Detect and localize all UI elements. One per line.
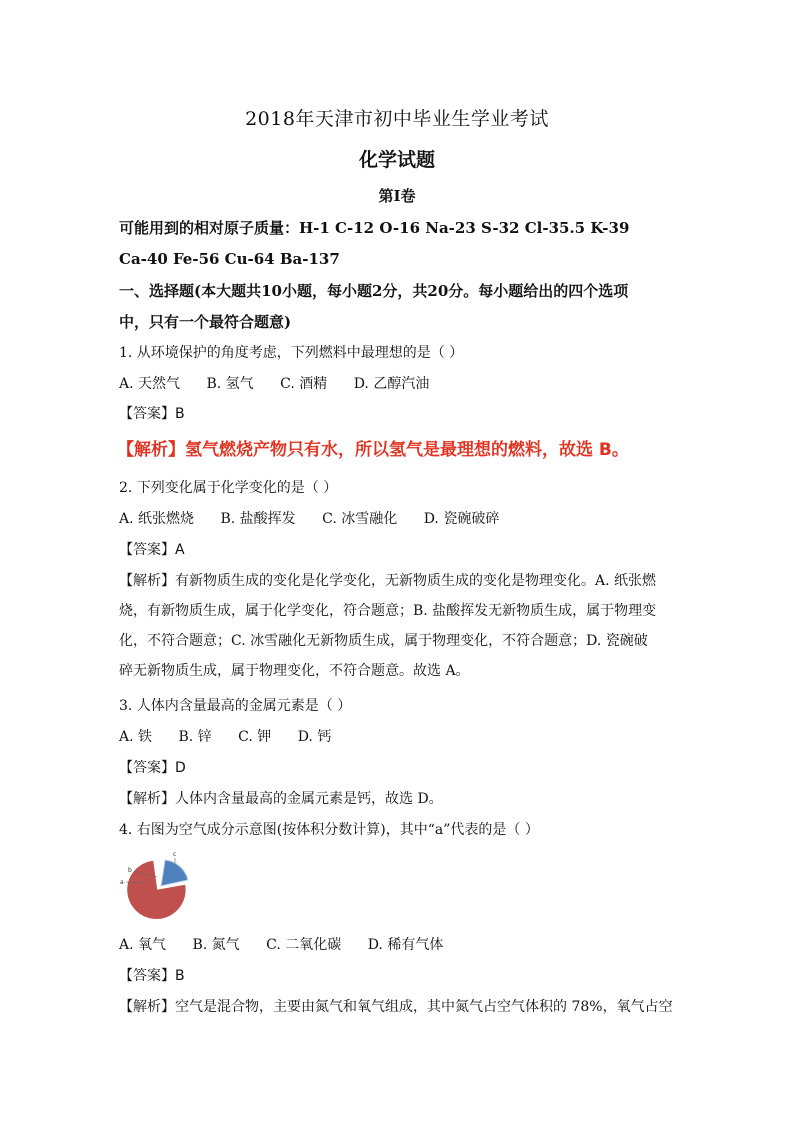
q3-option-b: B. 锌 — [178, 729, 212, 745]
q4-option-c: C. 二氧化碳 — [266, 937, 342, 953]
q2-option-c: C. 冰雪融化 — [322, 511, 398, 527]
q4-answer: 【答案】B — [119, 968, 185, 984]
q4-option-b: B. 氮气 — [192, 937, 240, 953]
q4-option-d: D. 稀有气体 — [367, 937, 444, 953]
q1-option-a: A. 天然气 — [119, 376, 181, 392]
q2-options — [119, 510, 521, 528]
q2-answer: 【答案】A — [119, 542, 185, 558]
section-heading-line-1: 一、选择题(本大题共10小题，每小题2分，共20分。每小题给出的四个选项 — [119, 282, 629, 300]
q3-stem: 3. 人体内含量最高的金属元素是（ ） — [119, 698, 352, 714]
q3-analysis: 【解析】人体内含量最高的金属元素是钙，故选 D。 — [119, 791, 443, 807]
q3-option-a: A. 铁 — [119, 729, 153, 745]
pie-label-a: a — [120, 879, 124, 886]
pie-label-c: c — [173, 851, 177, 858]
q2-analysis: 【解析】有新物质生成的变化是化学变化，无新物质生成的变化是物理变化。A. 纸张燃烧，有新物质生成，属于化学变化，符合题意；B. 盐酸挥发无新物质生成，属于物理变化，不符合题意；C. 冰雪融化无新物质生成，属于物理变化，不符合题意；D. 瓷碗破碎无新物质生成，属于物理变化，不符合题意。故选 A。 — [119, 573, 657, 679]
q2-option-a: A. 纸张燃烧 — [119, 511, 195, 527]
q2-stem: 2. 下列变化属于化学变化的是（ ） — [119, 480, 338, 496]
q3-options — [119, 728, 353, 746]
q1-option-b: B. 氢气 — [206, 376, 254, 392]
pie-label-b: b — [128, 867, 132, 874]
section-heading-line-2: 中，只有一个最符合题意) — [119, 313, 292, 331]
atomic-mass-line-2: Ca-40 Fe-56 Cu-64 Ba-137 — [119, 250, 340, 268]
q1-option-c: C. 酒精 — [280, 376, 328, 392]
atomic-mass-line-1: 可能用到的相对原子质量：H-1 C-12 O-16 Na-23 S-32 Cl-35.5 K-39 — [119, 219, 630, 237]
pie-sector-c — [161, 860, 188, 886]
exam-subject: 化学试题 — [358, 149, 435, 171]
q2-option-d: D. 瓷碗破碎 — [423, 511, 500, 527]
q1-option-d: D. 乙醇汽油 — [353, 376, 430, 392]
q4-analysis: 【解析】空气是混合物，主要由氮气和氧气组成，其中氮气占空气体积的 78%，氧气占空 — [119, 999, 673, 1015]
air-composition-pie-diagram — [117, 850, 197, 925]
q2-option-b: B. 盐酸挥发 — [220, 511, 296, 527]
q3-option-c: C. 钾 — [238, 729, 272, 745]
q1-analysis: 【解析】氢气燃烧产物只有水，所以氢气是最理想的燃料，故选 B。 — [117, 440, 629, 460]
q3-answer: 【答案】D — [119, 760, 186, 776]
q1-options — [119, 375, 451, 393]
q4-stem: 4. 右图为空气成分示意图(按体积分数计算)，其中“a”代表的是（ ） — [119, 822, 539, 838]
q4-options — [119, 936, 465, 954]
q4-option-a: A. 氧气 — [119, 937, 167, 953]
volume-heading: 第Ⅰ卷 — [378, 187, 416, 205]
q3-option-d: D. 钙 — [297, 729, 332, 745]
q1-stem: 1. 从环境保护的角度考虑，下列燃料中最理想的是（ ） — [119, 345, 464, 361]
exam-title: 2018年天津市初中毕业生学业考试 — [245, 108, 549, 130]
q1-answer: 【答案】B — [119, 406, 185, 422]
